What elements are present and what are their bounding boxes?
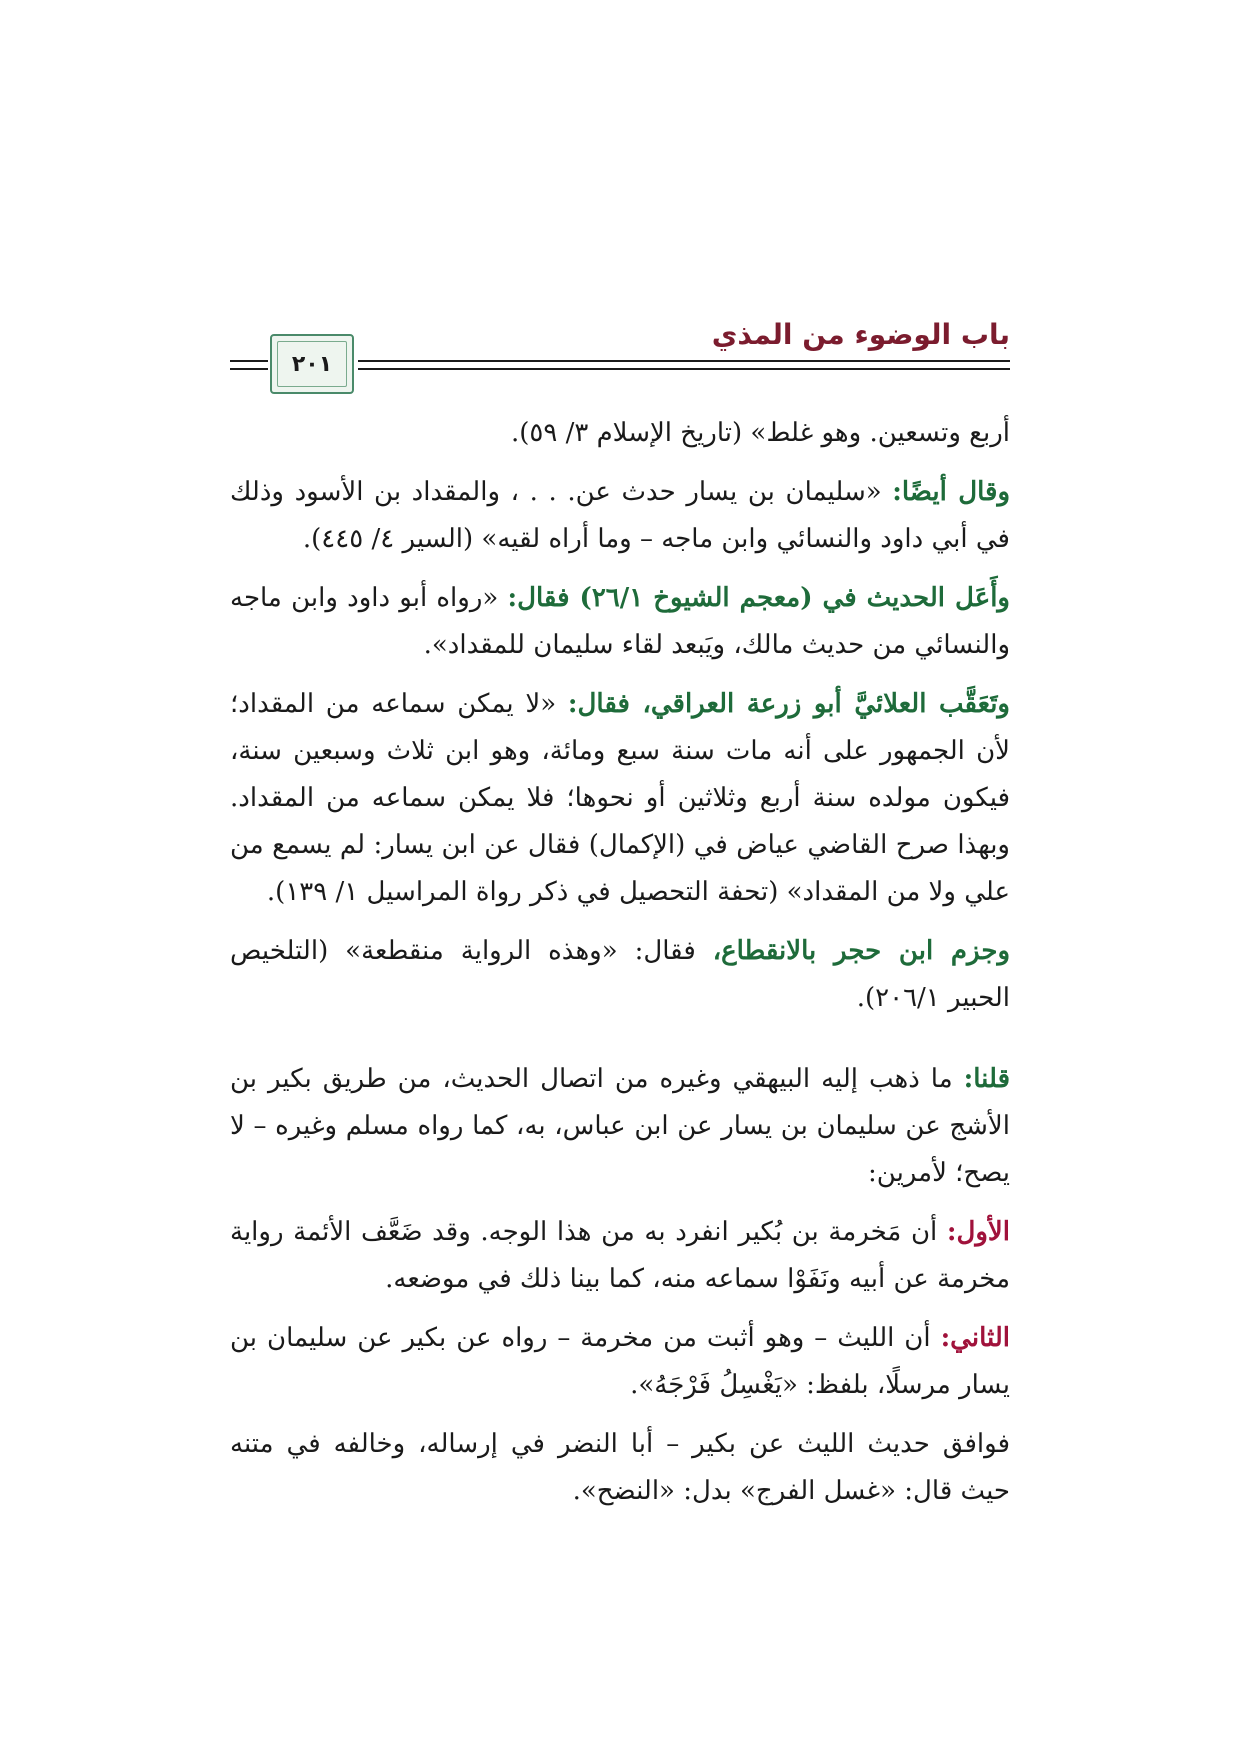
paragraph bbox=[230, 1315, 1010, 1409]
header-rule bbox=[358, 360, 1010, 362]
paragraph-lead: وقال أيضًا: bbox=[892, 477, 1010, 507]
paragraph-lead: وأَعَل الحديث في (معجم الشيوخ ٢٦/١) فقال: bbox=[507, 583, 1010, 613]
paragraph bbox=[230, 681, 1010, 916]
paragraph-lead: وتَعَقَّب العلائيَّ أبو زرعة العراقي، فقال: bbox=[567, 689, 1010, 719]
paragraph-text: «لا يمكن سماعه من المقداد؛ لأن الجمهور على أنه مات سنة سبع ومائة، وهو ابن ثلاث وسبعين سنة، فيكون مولده سنة أربع وثلاثين أو نحوها؛ فلا يمكن سماعه من المقداد. وبهذا صرح القاضي عياض في (الإكمال) فقال عن ابن يسار: لم يسمع من علي ولا من المقداد» (تحفة التحصيل في ذكر رواة المراسيل ١/ ١٣٩). bbox=[230, 689, 1010, 907]
paragraph-lead: الأول: bbox=[946, 1217, 1010, 1247]
page-body bbox=[230, 410, 1010, 1527]
paragraph-text: أن الليث – وهو أثبت من مخرمة – رواه عن بكير عن سليمان بن يسار مرسلًا، بلفظ: «يَغْسِلُ فَرْجَهُ». bbox=[230, 1323, 1010, 1400]
chapter-title: باب الوضوء من المذي bbox=[711, 318, 1010, 351]
paragraph-text: أربع وتسعين. وهو غلط» (تاريخ الإسلام ٣/ ٥٩). bbox=[510, 418, 1010, 448]
paragraph bbox=[230, 1209, 1010, 1303]
paragraph-text: أن مَخرمة بن بُكير انفرد به من هذا الوجه. وقد ضَعَّف الأئمة رواية مخرمة عن أبيه ونَفَوْا سماعه منه، كما بينا ذلك في موضعه. bbox=[230, 1217, 1010, 1294]
paragraph-text: «سليمان بن يسار حدث عن. . . ، والمقداد بن الأسود وذلك في أبي داود والنسائي وابن ماجه – وما أراه لقيه» (السير ٤/ ٤٤٥). bbox=[230, 477, 1010, 554]
paragraph bbox=[230, 469, 1010, 563]
paragraph-text: فوافق حديث الليث عن بكير – أبا النضر في إرساله، وخالفه في متنه حيث قال: «غسل الفرج» بدل: «النضح». bbox=[230, 1429, 1010, 1506]
paragraph bbox=[230, 928, 1010, 1022]
paragraph-text: فقال: «وهذه الرواية منقطعة» (التلخيص الحبير ٢٠٦/١). bbox=[230, 936, 1010, 1013]
paragraph-lead: قلنا: bbox=[963, 1064, 1010, 1094]
header-rule bbox=[230, 360, 268, 362]
paragraph-text: ما ذهب إليه البيهقي وغيره من اتصال الحديث، من طريق بكير بن الأشج عن سليمان بن يسار عن ابن عباس، به، كما رواه مسلم وغيره – لا يصح؛ لأمرين: bbox=[230, 1064, 1010, 1188]
paragraph-lead: الثاني: bbox=[940, 1323, 1010, 1353]
paragraph bbox=[230, 1056, 1010, 1197]
header-rule bbox=[358, 368, 1010, 370]
paragraph bbox=[230, 575, 1010, 669]
page-number: ٢٠١ bbox=[291, 351, 333, 377]
page-header bbox=[230, 312, 1010, 392]
paragraph-text: «رواه أبو داود وابن ماجه والنسائي من حديث مالك، ويَبعد لقاء سليمان للمقداد». bbox=[230, 583, 1010, 660]
paragraph bbox=[230, 1421, 1010, 1515]
paragraph bbox=[230, 410, 1010, 457]
paragraph-lead: وجزم ابن حجر بالانقطاع، bbox=[712, 936, 1010, 966]
page-number-frame bbox=[270, 334, 354, 394]
header-rule bbox=[230, 368, 268, 370]
